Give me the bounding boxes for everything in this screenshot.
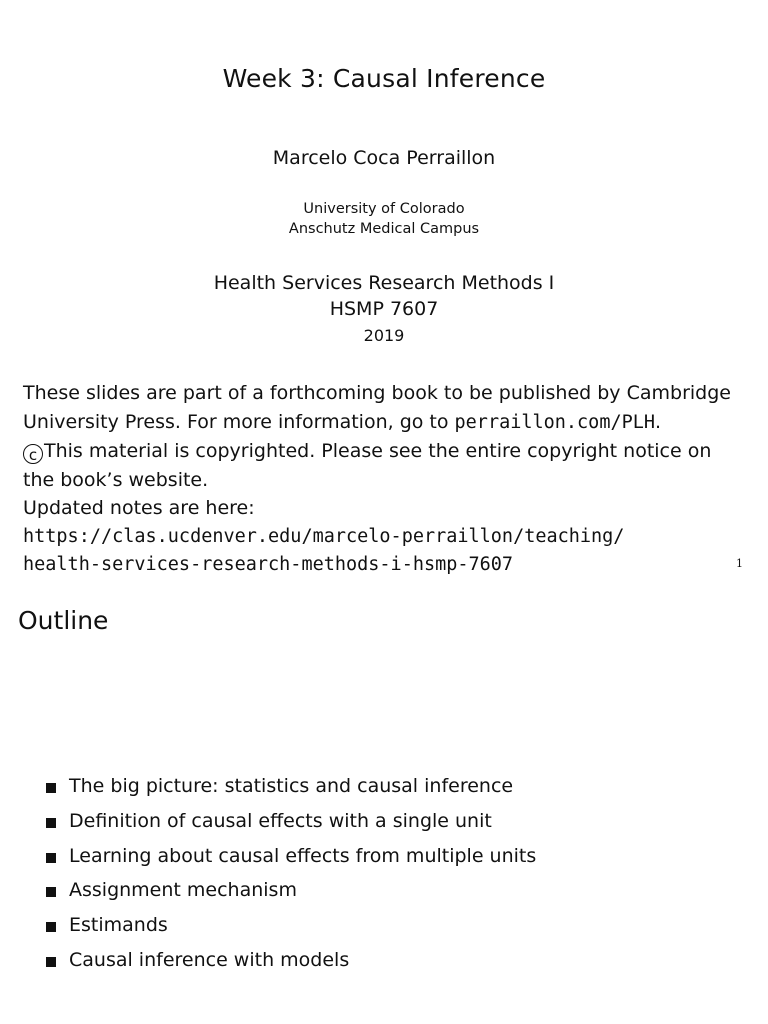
list-item-text: Estimands: [69, 914, 168, 937]
notice-line-2-end: .: [655, 410, 662, 433]
institution: [0, 199, 768, 239]
notice-line-3-text: This material is copyrighted. Please see the entire copyright notice on: [44, 440, 712, 462]
notice-line-1: These slides are part of a forthcoming book to be published by Cambridge: [23, 382, 731, 404]
list-item-text: Learning about causal effects from multiple units: [69, 844, 537, 867]
slide-title: Week 3: Causal Inference: [222, 64, 546, 93]
list-item-text: Assignment mechanism: [69, 879, 297, 902]
notice-line-5: Updated notes are here:: [23, 497, 255, 519]
notice-line-2: [23, 408, 753, 438]
list-item: [46, 771, 536, 806]
bullet-square-icon: [46, 957, 56, 967]
notice-line-4: the book’s website.: [23, 468, 209, 491]
list-item: [46, 910, 536, 945]
bullet-square-icon: [46, 853, 56, 863]
author-name: Marcelo Coca Perraillon: [272, 147, 496, 169]
notice-line-2-text: University Press. For more information, go to: [23, 410, 455, 433]
list-item-text: Causal inference with models: [69, 948, 350, 971]
institution-line-2: Anschutz Medical Campus: [288, 221, 480, 237]
copyright-notice: [23, 379, 753, 580]
bullet-square-icon: [46, 887, 56, 897]
page-number: 1: [736, 557, 743, 570]
list-item-text: The big picture: statistics and causal inference: [69, 775, 514, 797]
bullet-square-icon: [46, 783, 56, 793]
notes-url-line-2[interactable]: health-services-research-methods-i-hsmp-7607: [23, 554, 514, 575]
institution-line-1: University of Colorado: [303, 201, 465, 217]
outline-title: Outline: [18, 606, 109, 635]
list-item: [46, 945, 536, 980]
list-item: [46, 806, 536, 841]
course-year: 2019: [363, 326, 405, 345]
bullet-square-icon: [46, 818, 56, 828]
course-info: [0, 270, 768, 322]
list-item: [46, 875, 536, 910]
course-name: Health Services Research Methods I: [213, 272, 555, 294]
outline-list: [46, 771, 536, 980]
copyright-icon: c: [23, 444, 43, 464]
list-item: [46, 841, 536, 876]
bullet-square-icon: [46, 922, 56, 932]
notes-url-line-1[interactable]: https://clas.ucdenver.edu/marcelo-perraillon/teaching/: [23, 525, 625, 547]
list-item-text: Definition of causal effects with a single unit: [69, 809, 492, 832]
course-code: HSMP 7607: [329, 298, 439, 320]
outline-slide: [0, 590, 768, 1024]
notice-line-3: [23, 437, 753, 466]
book-website-link[interactable]: perraillon.com/PLH: [454, 411, 656, 433]
